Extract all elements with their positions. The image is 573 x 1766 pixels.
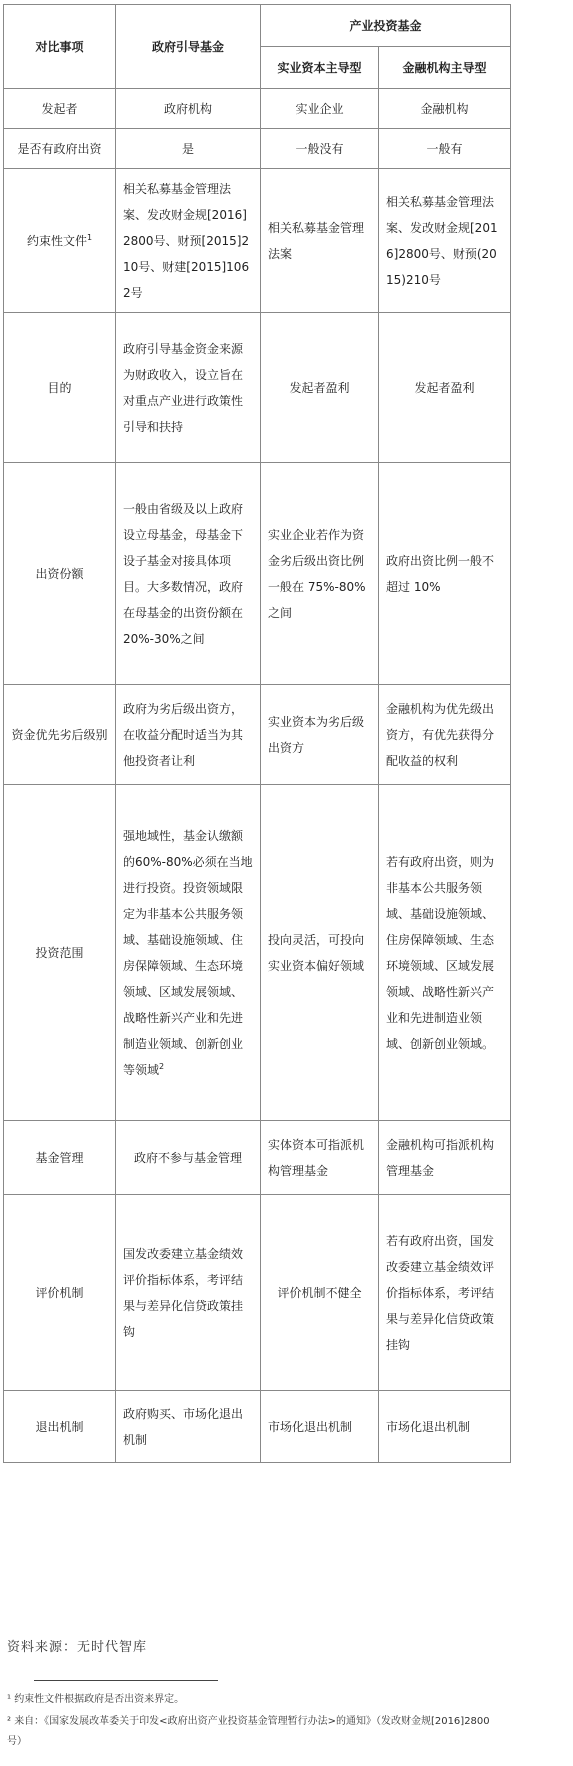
financial-cell: 金融机构 <box>379 89 511 129</box>
financial-cell: 金融机构可指派机构管理基金 <box>379 1121 511 1195</box>
gov-cell: 政府不参与基金管理 <box>116 1121 261 1195</box>
enterprise-cell: 发起者盈利 <box>261 313 379 463</box>
gov-cell: 一般由省级及以上政府设立母基金，母基金下设子基金对接具体项目。大多数情况，政府在母基金的出资份额在 20%-30%之间 <box>116 463 261 685</box>
financial-cell: 一般有 <box>379 129 511 169</box>
row-label <box>4 169 116 313</box>
row-label: 资金优先劣后级别 <box>4 685 116 785</box>
gov-cell: 政府购买、市场化退出机制 <box>116 1391 261 1463</box>
financial-cell: 政府出资比例一般不超过 10% <box>379 463 511 685</box>
enterprise-cell: 市场化退出机制 <box>261 1391 379 1463</box>
gov-cell: 国发改委建立基金绩效评价指标体系，考评结果与差异化信贷政策挂钩 <box>116 1195 261 1391</box>
header-financial-led: 金融机构主导型 <box>379 47 511 89</box>
enterprise-cell: 评价机制不健全 <box>261 1195 379 1391</box>
table-row <box>4 129 511 169</box>
enterprise-cell: 实体资本可指派机构管理基金 <box>261 1121 379 1195</box>
financial-cell: 若有政府出资，则为非基本公共服务领域、基础设施领域、住房保障领域、生态环境领域、区域发展领域、战略性新兴产业和先进制造业领域、创新创业领域。 <box>379 785 511 1121</box>
enterprise-cell: 实业企业 <box>261 89 379 129</box>
table-row <box>4 1121 511 1195</box>
comparison-table <box>3 4 511 1463</box>
enterprise-cell: 实业企业若作为资金劣后级出资比例一般在 75%-80%之间 <box>261 463 379 685</box>
table-row <box>4 463 511 685</box>
table-row <box>4 1195 511 1391</box>
header-industry-fund: 产业投资基金 <box>261 5 511 47</box>
enterprise-cell: 一般没有 <box>261 129 379 169</box>
gov-cell: 政府为劣后级出资方，在收益分配时适当为其他投资者让利 <box>116 685 261 785</box>
enterprise-cell: 相关私募基金管理法案 <box>261 169 379 313</box>
table-row <box>4 169 511 313</box>
enterprise-cell: 投向灵活，可投向实业资本偏好领域 <box>261 785 379 1121</box>
gov-cell: 相关私募基金管理法案、发改财金规[2016]2800号、财预[2015]210号、财建[2015]1062号 <box>116 169 261 313</box>
row-label: 投资范围 <box>4 785 116 1121</box>
header-item: 对比事项 <box>4 5 116 89</box>
row-label: 是否有政府出资 <box>4 129 116 169</box>
row-label: 出资份额 <box>4 463 116 685</box>
footnote-ref-1: 1 <box>86 232 93 242</box>
source-note: 资料来源：无时代智库 <box>7 1640 148 1655</box>
financial-cell: 若有政府出资，国发改委建立基金绩效评价指标体系，考评结果与差异化信贷政策挂钩 <box>379 1195 511 1391</box>
financial-cell: 金融机构为优先级出资方，有优先获得分配收益的权利 <box>379 685 511 785</box>
gov-cell-text: 强地域性，基金认缴额的60%-80%必须在当地进行投资。投资领域限定为非基本公共服务领域、基础设施领域、住房保障领域、生态环境领域、区域发展领域、战略性新兴产业和先进制造业领域、创新创业等领域 <box>123 828 253 1077</box>
header-enterprise-led: 实业资本主导型 <box>261 47 379 89</box>
row-label: 退出机制 <box>4 1391 116 1463</box>
row-label: 发起者 <box>4 89 116 129</box>
financial-cell: 市场化退出机制 <box>379 1391 511 1463</box>
financial-cell: 相关私募基金管理法案、发改财金规[2016]2800号、财预(2015)210号 <box>379 169 511 313</box>
footnote-divider <box>34 1680 218 1681</box>
table-row <box>4 785 511 1121</box>
row-label: 目的 <box>4 313 116 463</box>
footnote-ref-2: 2 <box>159 1061 165 1071</box>
gov-cell: 是 <box>116 129 261 169</box>
gov-cell: 政府引导基金资金来源为财政收入，设立旨在对重点产业进行政策性引导和扶持 <box>116 313 261 463</box>
header-gov-fund: 政府引导基金 <box>116 5 261 89</box>
enterprise-cell: 实业资本为劣后级出资方 <box>261 685 379 785</box>
row-label: 基金管理 <box>4 1121 116 1195</box>
financial-cell: 发起者盈利 <box>379 313 511 463</box>
gov-cell <box>116 785 261 1121</box>
row-label: 评价机制 <box>4 1195 116 1391</box>
row-label-text: 约束性文件 <box>26 233 87 248</box>
table-row <box>4 313 511 463</box>
footnote-2: ² 来自：《国家发展改革委关于印发<政府出资产业投资基金管理暂行办法>的通知》（发改财金规[2016]2800 号） <box>7 1716 490 1747</box>
footnote-1: ¹ 约束性文件根据政府是否出资来界定。 <box>7 1694 185 1705</box>
table-row <box>4 89 511 129</box>
table-row <box>4 1391 511 1463</box>
gov-cell: 政府机构 <box>116 89 261 129</box>
table-row <box>4 685 511 785</box>
